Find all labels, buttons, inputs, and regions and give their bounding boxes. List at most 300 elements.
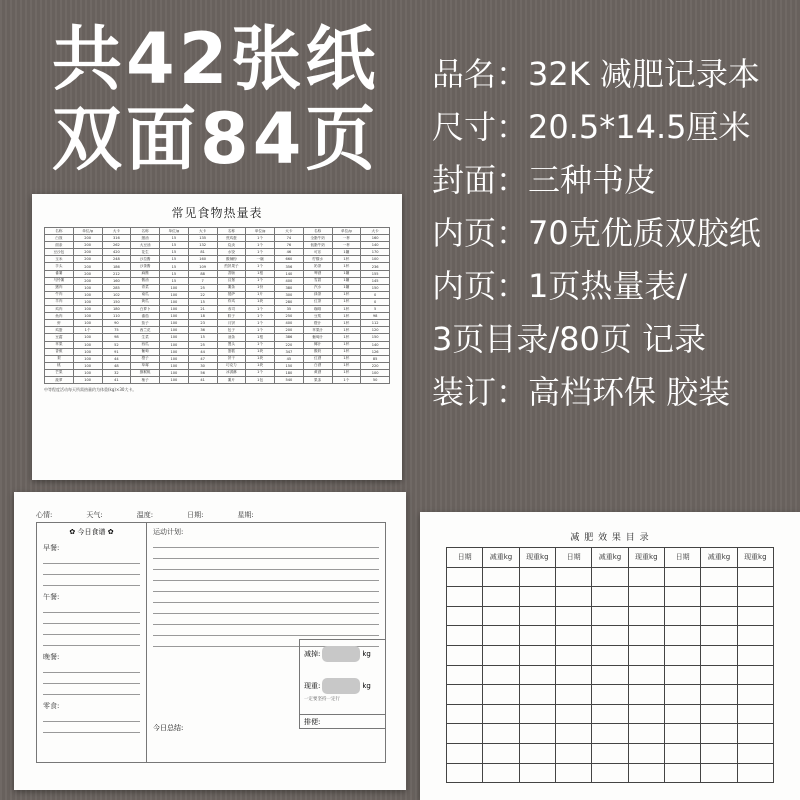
table-cell: 猕猴桃 [131, 369, 160, 376]
index-cell [664, 645, 700, 665]
table-cell: 100 [160, 284, 189, 291]
table-cell: 1杯 [332, 320, 361, 327]
spec-paper: 内页：70克优质双胶纸 [432, 214, 761, 252]
spec-binding: 装订：高档环保 胶装 [432, 373, 731, 411]
table-cell: 52 [102, 341, 131, 348]
table-cell: 280 [275, 298, 304, 305]
table-cell: 160 [188, 256, 217, 263]
index-cell [592, 704, 628, 724]
index-header-cell: 现重kg [737, 548, 773, 568]
index-cell [447, 665, 483, 685]
table-cell: 苹果汁 [303, 327, 332, 334]
table-cell: 200 [73, 242, 102, 249]
table-cell: 100 [160, 291, 189, 298]
table-cell: 1杯 [332, 362, 361, 369]
table-cell: 柠檬水 [303, 256, 332, 263]
table-cell: 386 [275, 334, 304, 341]
table-cell: 饼干 [217, 355, 246, 362]
index-cell [737, 606, 773, 626]
diary-header [36, 510, 386, 523]
table-row [45, 263, 390, 270]
index-cell [628, 645, 664, 665]
index-cell [483, 587, 519, 607]
index-cell [483, 567, 519, 587]
index-cell [447, 626, 483, 646]
index-cell [628, 763, 664, 783]
table-cell: 316 [102, 235, 131, 242]
table-cell: 水饺 [217, 249, 246, 256]
table-cell: 126 [361, 348, 390, 355]
table-cell: 全脂牛奶 [303, 235, 332, 242]
table-cell: 285 [102, 284, 131, 291]
table-cell: 黄瓜 [131, 298, 160, 305]
write-line [43, 662, 140, 673]
table-cell: 15 [160, 235, 189, 242]
table-cell: 236 [361, 263, 390, 270]
table-cell: 100 [73, 334, 102, 341]
table-cell: 橙子 [131, 355, 160, 362]
table-cell: 1个 [246, 249, 275, 256]
table-cell: 面条 [45, 242, 74, 249]
table-cell: 蛋糕 [217, 348, 246, 355]
write-line [43, 564, 140, 575]
table-cell: 牛肉 [45, 291, 74, 298]
exercise-label: 运动计划: [153, 528, 184, 536]
table-row [447, 567, 774, 587]
spec-name: 品名：32K 减肥记录本 [432, 55, 760, 93]
table-cell: 青菜 [131, 284, 160, 291]
table-cell: 1根 [246, 334, 275, 341]
table-cell: 100 [160, 313, 189, 320]
index-cell [628, 724, 664, 744]
table-cell: 芒果 [45, 369, 74, 376]
table-cell: 番茄 [131, 313, 160, 320]
index-cell [519, 685, 555, 705]
table-row [45, 256, 390, 263]
index-cell [592, 606, 628, 626]
table-cell: 南瓜 [131, 291, 160, 298]
table-cell: 50 [361, 376, 390, 383]
index-cell [737, 567, 773, 587]
table-cell: 35 [275, 306, 304, 313]
index-header-cell: 减重kg [483, 548, 519, 568]
table-cell: 200 [73, 249, 102, 256]
write-line [153, 537, 379, 548]
calorie-table-title: 常见食物热量表 [171, 206, 263, 220]
weekday-label: 星期: [237, 511, 254, 519]
index-cell [701, 645, 737, 665]
index-cell [483, 704, 519, 724]
table-cell: 180 [102, 306, 131, 313]
kg-unit: kg [362, 650, 371, 658]
table-cell: 烧卖 [217, 242, 246, 249]
spec-pages-cont: 3页目录/80页 记录 [432, 320, 707, 358]
index-cell [664, 606, 700, 626]
table-cell: 44 [102, 355, 131, 362]
calorie-header-cell: 名称 [217, 228, 246, 235]
lose-label: 减掉: [304, 650, 321, 658]
index-cell [555, 704, 591, 724]
write-line [153, 570, 379, 581]
index-cell [592, 587, 628, 607]
table-cell: 140 [361, 242, 390, 249]
table-cell: 1个 [246, 313, 275, 320]
table-cell: 0 [361, 298, 390, 305]
poop-label: 排便: [299, 715, 385, 729]
table-cell: 羊肉 [45, 298, 74, 305]
table-cell: 1个 [246, 242, 275, 249]
table-row [45, 291, 390, 298]
index-cell [628, 743, 664, 763]
table-cell: 啤酒 [303, 270, 332, 277]
table-cell: 145 [361, 277, 390, 284]
table-cell: 248 [102, 256, 131, 263]
index-cell [555, 626, 591, 646]
calorie-header-cell: 单位/g [332, 228, 361, 235]
write-line [153, 559, 379, 570]
table-cell: 马铃薯 [45, 277, 74, 284]
index-cell [664, 665, 700, 685]
table-cell: 5 [361, 306, 390, 313]
table-cell: 100 [73, 355, 102, 362]
table-cell: 44 [188, 348, 217, 355]
index-cell [664, 567, 700, 587]
write-line [43, 575, 140, 586]
table-cell: 200 [73, 256, 102, 263]
table-cell: 100 [73, 313, 102, 320]
table-cell: 90 [102, 320, 131, 327]
calorie-header-cell: 大卡 [361, 228, 390, 235]
table-cell: 1杯 [332, 334, 361, 341]
table-cell: 356 [275, 263, 304, 270]
table-cell: 香蕉 [45, 348, 74, 355]
index-cell [628, 704, 664, 724]
table-cell: 草莓 [131, 362, 160, 369]
calorie-header-cell: 单位/g [73, 228, 102, 235]
index-cell [592, 567, 628, 587]
date-label: 日期: [187, 511, 204, 519]
table-cell: 186 [102, 263, 131, 270]
table-row [45, 355, 390, 362]
table-cell: 1个 [332, 376, 361, 383]
table-cell: 玉米 [45, 256, 74, 263]
write-line [153, 592, 379, 603]
table-cell: 黄酒 [303, 369, 332, 376]
index-cell [555, 665, 591, 685]
table-cell: 15 [160, 242, 189, 249]
table-cell: 100 [73, 298, 102, 305]
table-cell: 18 [188, 313, 217, 320]
table-row [447, 724, 774, 744]
table-row [45, 277, 390, 284]
index-cell [664, 763, 700, 783]
table-cell: 0 [361, 291, 390, 298]
table-cell: 汉堡 [217, 277, 246, 284]
table-cell: 花生 [131, 249, 160, 256]
spec-size: 尺寸：20.5*14.5厘米 [432, 108, 751, 146]
table-cell: 109 [188, 263, 217, 270]
table-cell: 135 [188, 235, 217, 242]
table-cell: 果冻 [303, 376, 332, 383]
table-cell: 85 [361, 355, 390, 362]
table-cell: 西兰花 [131, 327, 160, 334]
write-line [43, 722, 140, 733]
table-cell: 炸鸡 [217, 298, 246, 305]
calorie-header-cell: 名称 [303, 228, 332, 235]
table-row [45, 306, 390, 313]
calorie-header-cell: 大卡 [275, 228, 304, 235]
index-cell [737, 685, 773, 705]
index-cell [628, 567, 664, 587]
table-cell: 虾 [45, 320, 74, 327]
table-row [45, 327, 390, 334]
mood-label: 心情: [36, 511, 53, 519]
table-cell: 包子 [217, 327, 246, 334]
table-cell: 猪肉 [45, 284, 74, 291]
table-cell: 白萝卜 [131, 306, 160, 313]
table-cell: 煎鸡蛋 [217, 235, 246, 242]
table-cell: 160 [361, 235, 390, 242]
table-cell: 1杯 [332, 313, 361, 320]
table-cell: 56 [188, 369, 217, 376]
index-title: 减 肥 效 果 目 录 [570, 533, 650, 543]
index-cell [447, 724, 483, 744]
table-cell: 100 [160, 327, 189, 334]
table-cell: 生菜 [131, 334, 160, 341]
index-header-cell: 现重kg [628, 548, 664, 568]
index-cell [447, 567, 483, 587]
table-cell: 100 [160, 355, 189, 362]
table-cell: 1个 [73, 327, 102, 334]
table-row [45, 313, 390, 320]
index-cell [664, 704, 700, 724]
calorie-header-cell: 名称 [131, 228, 160, 235]
index-cell [664, 587, 700, 607]
table-cell: 180 [275, 369, 304, 376]
table-cell: 1块 [246, 298, 275, 305]
table-cell: 麻酱 [131, 270, 160, 277]
table-cell: 200 [73, 235, 102, 242]
now-pill [322, 678, 360, 694]
table-cell: 红茶 [303, 298, 332, 305]
table-cell: 660 [275, 256, 304, 263]
index-header-cell: 减重kg [701, 548, 737, 568]
index-cell [447, 606, 483, 626]
index-header-cell: 日期 [555, 548, 591, 568]
table-row [447, 665, 774, 685]
table-cell: 220 [361, 362, 390, 369]
temp-label: 温度: [136, 511, 154, 519]
index-cell [737, 763, 773, 783]
index-cell [701, 665, 737, 685]
flower-icon: ✿ [69, 528, 76, 536]
table-cell: 豆腐 [45, 334, 74, 341]
table-cell: 540 [275, 376, 304, 383]
table-cell: 菠萝 [45, 376, 74, 383]
table-cell: 200 [73, 270, 102, 277]
index-cell [555, 587, 591, 607]
index-cell [701, 704, 737, 724]
index-cell [737, 645, 773, 665]
index-cell [664, 743, 700, 763]
table-cell: 15 [160, 270, 189, 277]
table-cell: 100 [361, 369, 390, 376]
index-cell [447, 743, 483, 763]
table-cell: 1个 [246, 327, 275, 334]
write-line [43, 613, 140, 624]
index-cell [447, 587, 483, 607]
table-cell: 红酒 [303, 355, 332, 362]
table-cell: 41 [188, 376, 217, 383]
table-cell: 380 [275, 284, 304, 291]
table-row [447, 587, 774, 607]
table-cell: 鸡肉 [45, 306, 74, 313]
table-cell: 140 [275, 270, 304, 277]
table-cell: 茄子 [131, 320, 160, 327]
index-header-cell: 现重kg [519, 548, 555, 568]
table-cell: 45 [275, 355, 304, 362]
table-cell: 1杯 [332, 327, 361, 334]
table-cell: 1个 [246, 277, 275, 284]
index-cell [737, 587, 773, 607]
table-cell: 15 [160, 249, 189, 256]
table-cell: 420 [102, 249, 131, 256]
write-line [43, 602, 140, 613]
table-cell: 46 [275, 249, 304, 256]
table-cell: 葡萄 [131, 348, 160, 355]
spec-cover: 封面：三种书皮 [432, 161, 657, 199]
table-cell: 冰淇淋 [217, 369, 246, 376]
table-cell: 100 [73, 306, 102, 313]
index-header-cell: 日期 [447, 548, 483, 568]
index-cell [483, 743, 519, 763]
table-cell: 一碗 [246, 256, 275, 263]
table-cell: 酸奶 [303, 348, 332, 355]
breakfast-label: 早餐: [43, 544, 60, 552]
table-cell: 150 [275, 362, 304, 369]
table-cell: 1杯 [332, 256, 361, 263]
table-row [447, 606, 774, 626]
index-cell [592, 685, 628, 705]
table-cell: 100 [73, 376, 102, 383]
table-cell: 沙拉酱 [131, 256, 160, 263]
table-cell: 奶茶 [303, 263, 332, 270]
index-cell [592, 645, 628, 665]
table-cell: 100 [73, 284, 102, 291]
table-cell: 柚子 [131, 376, 160, 383]
index-cell [555, 645, 591, 665]
write-line [153, 603, 379, 614]
table-cell: 100 [73, 341, 102, 348]
index-cell [483, 626, 519, 646]
index-cell [519, 724, 555, 744]
calorie-header-cell: 大卡 [102, 228, 131, 235]
table-cell: 15 [160, 256, 189, 263]
index-cell [483, 685, 519, 705]
index-cell [519, 645, 555, 665]
write-line [153, 625, 379, 636]
table-cell: 100 [160, 320, 189, 327]
table-cell: 100 [73, 348, 102, 355]
table-cell: 1块 [246, 348, 275, 355]
table-cell: 132 [188, 242, 217, 249]
index-cell [701, 724, 737, 744]
index-cell [701, 567, 737, 587]
headline-line1: 共42张纸 [52, 18, 380, 100]
table-cell: 薯条 [217, 284, 246, 291]
calorie-table-sheet [32, 194, 402, 480]
write-line [43, 684, 140, 695]
index-cell [555, 685, 591, 705]
index-cell [447, 685, 483, 705]
table-cell: 112 [361, 320, 390, 327]
table-cell: 160 [102, 277, 131, 284]
table-cell: 22 [188, 291, 217, 298]
table-cell: 白酒 [303, 362, 332, 369]
table-cell: 400 [275, 277, 304, 284]
table-cell: 200 [275, 327, 304, 334]
index-cell [483, 606, 519, 626]
index-cell [447, 763, 483, 783]
index-cell [555, 724, 591, 744]
write-line [43, 673, 140, 684]
table-cell: 一杯 [332, 235, 361, 242]
index-cell [737, 704, 773, 724]
table-row [45, 348, 390, 355]
table-cell: 1根 [246, 270, 275, 277]
table-cell: 香肠 [217, 270, 246, 277]
table-row [45, 334, 390, 341]
write-line [43, 711, 140, 722]
table-cell: 200 [73, 263, 102, 270]
table-row [45, 376, 390, 383]
table-cell: 200 [73, 277, 102, 284]
table-cell: 347 [275, 348, 304, 355]
spec-pages: 内页：1页热量表/ [432, 267, 688, 305]
table-cell: 7 [188, 277, 217, 284]
table-cell: 100 [361, 256, 390, 263]
table-cell: 100 [160, 369, 189, 376]
table-cell: 100 [73, 362, 102, 369]
table-cell: 100 [160, 306, 189, 313]
index-cell [483, 645, 519, 665]
table-cell: 32 [102, 369, 131, 376]
index-sheet [420, 512, 800, 800]
table-cell: 150 [102, 298, 131, 305]
table-cell: 葡萄汁 [303, 334, 332, 341]
table-row [45, 242, 390, 249]
table-cell: 1杯 [332, 355, 361, 362]
index-cell [519, 704, 555, 724]
index-cell [483, 763, 519, 783]
table-cell: 15 [188, 334, 217, 341]
index-cell [737, 724, 773, 744]
flower-icon: ✿ [107, 528, 114, 536]
index-header-cell: 日期 [664, 548, 700, 568]
calorie-header-cell: 单位/g [246, 228, 275, 235]
index-cell [701, 626, 737, 646]
index-cell [555, 606, 591, 626]
table-cell: 豆沙包 [45, 249, 74, 256]
table-cell: 36 [188, 327, 217, 334]
meal-section [37, 523, 147, 762]
table-cell: 262 [102, 242, 131, 249]
calorie-header-cell: 名称 [45, 228, 74, 235]
index-cell [701, 587, 737, 607]
lose-pill [322, 646, 360, 662]
table-cell: 豆浆 [303, 313, 332, 320]
table-cell: 100 [73, 320, 102, 327]
